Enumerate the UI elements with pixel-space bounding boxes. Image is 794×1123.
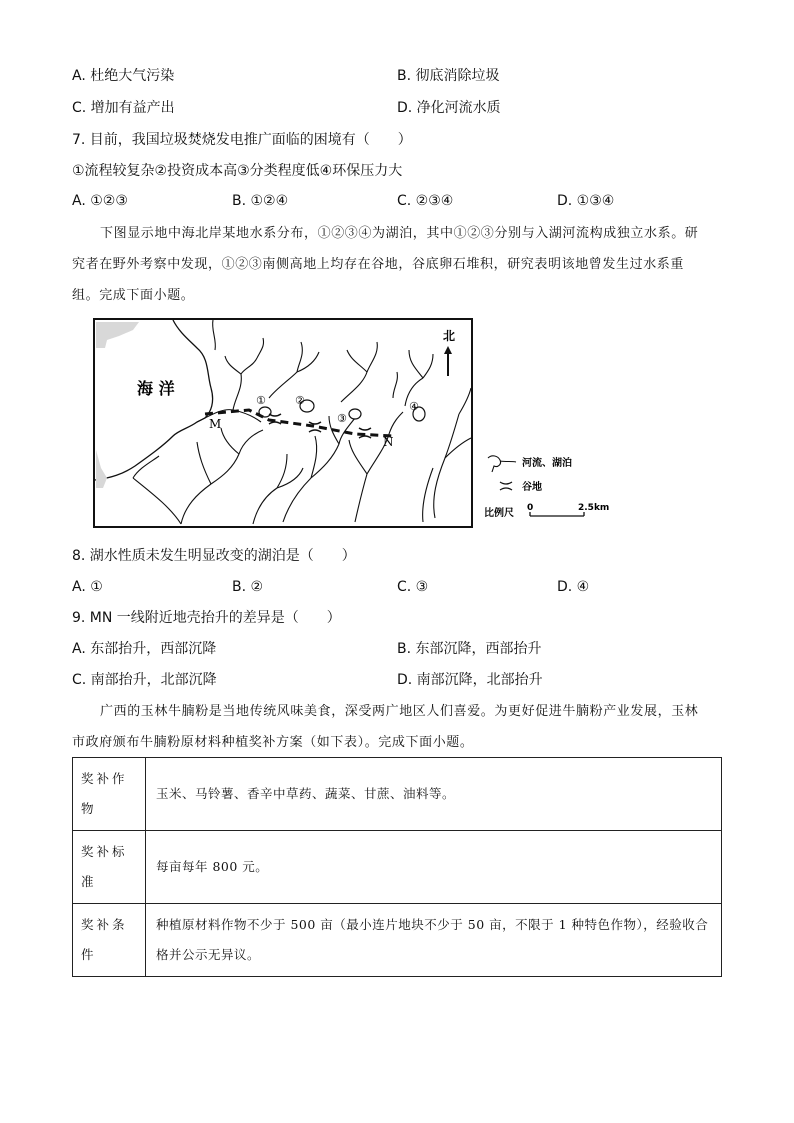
table-row bbox=[73, 758, 722, 831]
table-row-value: 种植原材料作物不少于 500 亩（最小连片地块不少于 50 亩，不限于 1 种特色作物），经验收合格并公示无异议。 bbox=[146, 904, 722, 977]
passage1-line3: 组。完成下面小题。 bbox=[72, 288, 195, 303]
passage2-line1: 广西的玉林牛腩粉是当地传统风味美食，深受两广地区人们喜爱。为更好促进牛腩粉产业发展，玉林 bbox=[100, 704, 699, 719]
sea-label: 海 洋 bbox=[137, 379, 175, 398]
table-row-label: 奖补作物 bbox=[73, 758, 146, 831]
subsidy-table bbox=[72, 757, 722, 977]
table-row-value: 每亩每年 800 元。 bbox=[146, 831, 722, 904]
q7-option-d: D. ①③④ bbox=[557, 193, 615, 209]
q8-stem: 8. 湖水性质未发生明显改变的湖泊是（ ） bbox=[72, 548, 356, 564]
lake-3-label: ③ bbox=[337, 412, 347, 425]
q7-option-c: C. ②③④ bbox=[397, 193, 454, 209]
map-legend bbox=[484, 452, 614, 522]
q9-option-d: D. 南部沉降，北部抬升 bbox=[397, 672, 543, 688]
lake-1-label: ① bbox=[256, 394, 266, 407]
valley-legend-icon bbox=[500, 482, 512, 490]
river-lake-legend-icon bbox=[488, 456, 501, 472]
table-row bbox=[73, 904, 722, 977]
q6-option-a: A. 杜绝大气污染 bbox=[72, 68, 175, 84]
q7-statements: ①流程较复杂②投资成本高③分类程度低④环保压力大 bbox=[72, 163, 403, 179]
q9-option-c: C. 南部抬升，北部沉降 bbox=[72, 672, 217, 688]
table-row-label: 奖补标准 bbox=[73, 831, 146, 904]
north-label: 北 bbox=[443, 329, 456, 343]
q8-option-c: C. ③ bbox=[397, 579, 429, 595]
q7-stem: 7. 目前，我国垃圾焚烧发电推广面临的困境有（ ） bbox=[72, 132, 412, 148]
q6-option-c: C. 增加有益产出 bbox=[72, 100, 175, 116]
legend-valley: 谷地 bbox=[522, 482, 542, 493]
q7-option-b: B. ①②④ bbox=[232, 193, 289, 209]
table-row-value: 玉米、马铃薯、香辛中草药、蔬菜、甘蔗、油料等。 bbox=[146, 758, 722, 831]
q9-option-b: B. 东部沉降，西部抬升 bbox=[397, 641, 542, 657]
q9-option-a: A. 东部抬升，西部沉降 bbox=[72, 641, 217, 657]
q6-option-b: B. 彻底消除垃圾 bbox=[397, 68, 500, 84]
lake-2-label: ② bbox=[295, 394, 305, 407]
q6-option-d: D. 净化河流水质 bbox=[397, 100, 501, 116]
q9-stem: 9. MN 一线附近地壳抬升的差异是（ ） bbox=[72, 610, 341, 626]
passage2-line2: 市政府颁布牛腩粉原材料种植奖补方案（如下表）。完成下面小题。 bbox=[72, 735, 474, 750]
lake-3 bbox=[349, 409, 361, 419]
drainage-map bbox=[93, 318, 473, 528]
q8-option-d: D. ④ bbox=[557, 579, 590, 595]
q8-option-b: B. ② bbox=[232, 579, 264, 595]
legend-river-lake: 河流、湖泊 bbox=[522, 458, 572, 469]
q8-option-a: A. ① bbox=[72, 579, 103, 595]
q7-option-a: A. ①②③ bbox=[72, 193, 128, 209]
table-row bbox=[73, 831, 722, 904]
legend-scale-end: 2.5km bbox=[578, 503, 610, 513]
passage1-line2: 究者在野外考察中发现，①②③南侧高地上均存在谷地，谷底卵石堆积，研究表明该地曾发生过水系重 bbox=[72, 257, 685, 272]
point-n-label: N bbox=[383, 435, 394, 449]
passage1-line1: 下图显示地中海北岸某地水系分布，①②③④为湖泊，其中①②③分别与入湖河流构成独立水系。研 bbox=[100, 226, 699, 241]
table-row-label: 奖补条件 bbox=[73, 904, 146, 977]
legend-scale-zero: 0 bbox=[527, 503, 534, 513]
point-m-label: M bbox=[209, 417, 222, 431]
lake-4-label: ④ bbox=[409, 400, 419, 413]
legend-scale-label: 比例尺 bbox=[484, 508, 514, 519]
